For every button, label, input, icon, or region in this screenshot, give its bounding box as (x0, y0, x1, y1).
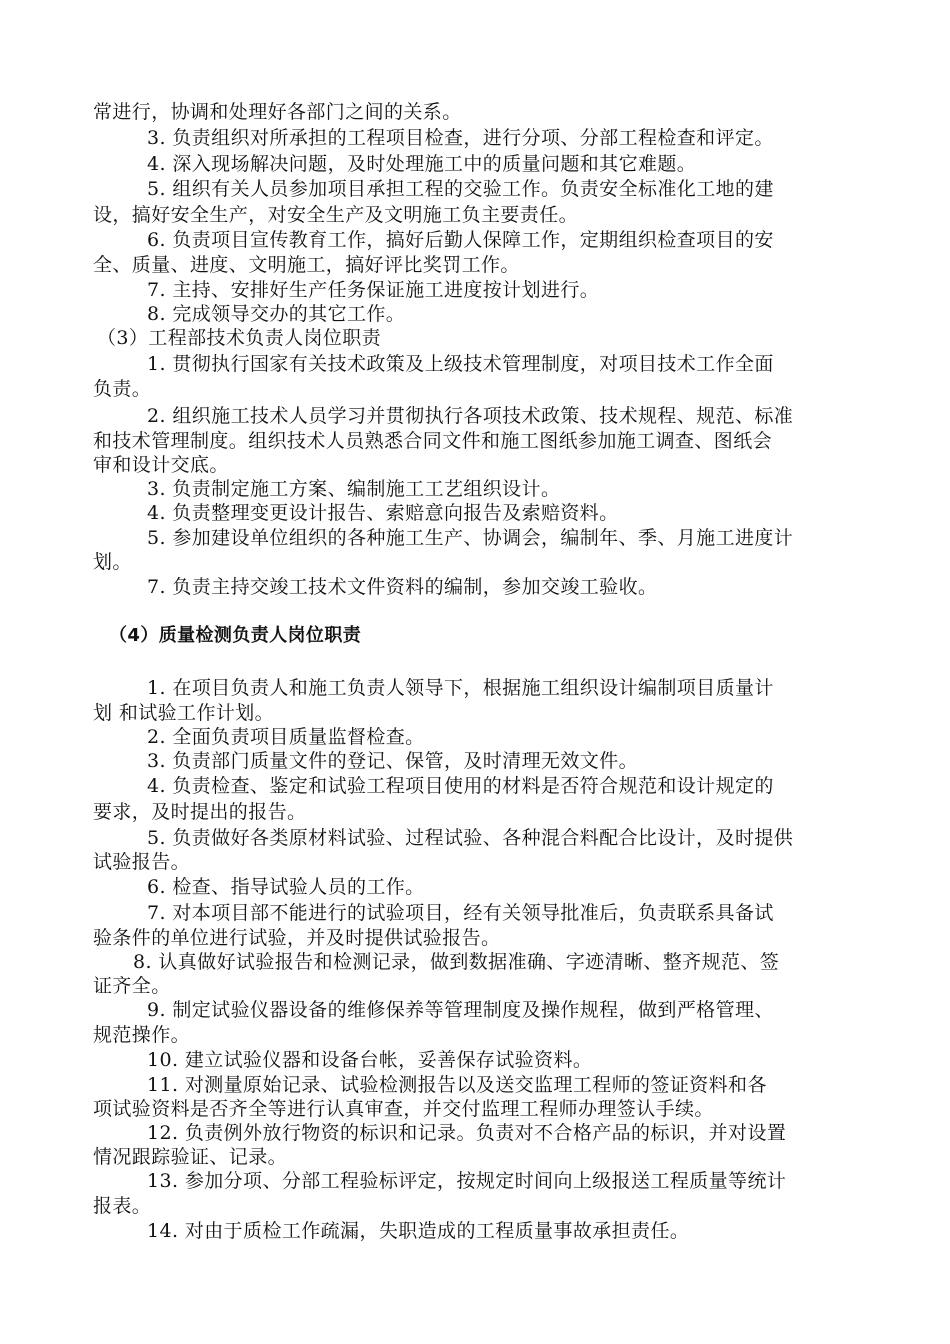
text-line: 3. 负责组织对所承担的工程项目检查，进行分项、分部工程检查和评定。 (147, 127, 774, 149)
text-line: 10. 建立试验仪器和设备台帐，妥善保存试验资料。 (147, 1049, 593, 1071)
section-heading: （4）质量检测负责人岗位职责 (109, 625, 362, 646)
text-line: 12. 负责例外放行物资的标识和记录。负责对不合格产品的标识，并对设置 (147, 1122, 787, 1144)
text-line: 4. 负责检查、鉴定和试验工程项目使用的材料是否符合规范和设计规定的 (147, 775, 774, 797)
text-line: 审和设计交底。 (93, 454, 229, 476)
text-line: 11. 对测量原始记录、试验检测报告以及送交监理工程师的签证资料和各 (147, 1074, 767, 1096)
text-line: 全、质量、进度、文明施工，搞好评比奖罚工作。 (93, 254, 520, 276)
text-line: 划 和试验工作计划。 (93, 702, 275, 724)
text-line: 证齐全。 (93, 975, 171, 997)
text-line: 验条件的单位进行试验，并及时提供试验报告。 (93, 927, 501, 949)
text-line: 2. 组织施工技术人员学习并贯彻执行各项技术政策、技术规程、规范、标准 (147, 405, 794, 427)
text-line: 3. 负责制定施工方案、编制施工工艺组织设计。 (147, 478, 561, 500)
text-line: 设，搞好安全生产，对安全生产及文明施工负主要责任。 (93, 204, 579, 226)
text-line: 规范操作。 (93, 1024, 191, 1046)
text-line: 5. 负责做好各类原材料试验、过程试验、各种混合料配合比设计，及时提供 (147, 827, 794, 849)
text-line: 划。 (93, 551, 132, 573)
text-line: 13. 参加分项、分部工程验标评定，按规定时间向上级报送工程质量等统计 (147, 1170, 787, 1192)
text-line: 8. 完成领导交办的其它工作。 (147, 303, 406, 325)
text-line: 要求，及时提出的报告。 (93, 801, 307, 823)
text-line: 1. 在项目负责人和施工负责人领导下，根据施工组织设计编制项目质量计 (147, 677, 774, 699)
text-line: 14. 对由于质检工作疏漏，失职造成的工程质量事故承担责任。 (147, 1220, 690, 1242)
text-line: 6. 负责项目宣传教育工作，搞好后勤人保障工作，定期组织检查项目的安 (147, 229, 774, 251)
text-line: 负责。 (93, 378, 152, 400)
text-line: 3. 负责部门质量文件的登记、保管，及时清理无效文件。 (147, 750, 638, 772)
text-line: 7. 主持、安排好生产任务保证施工进度按计划进行。 (147, 279, 600, 301)
text-line: 7. 对本项目部不能进行的试验项目，经有关领导批准后，负责联系具备试 (147, 902, 774, 924)
text-line: 试验报告。 (93, 851, 191, 873)
text-line: 和技术管理制度。组织技术人员熟悉合同文件和施工图纸参加施工调查、图纸会 (93, 430, 773, 452)
text-line: 报表。 (93, 1195, 152, 1217)
text-line: 常进行，协调和处理好各部门之间的关系。 (93, 101, 462, 123)
text-line: 8. 认真做好试验报告和检测记录，做到数据准确、字迹清晰、整齐规范、签 (133, 951, 780, 973)
text-line: 5. 组织有关人员参加项目承担工程的交验工作。负责安全标准化工地的建 (147, 178, 774, 200)
text-line: 4. 负责整理变更设计报告、索赔意向报告及索赔资料。 (147, 502, 619, 524)
text-line: 情况跟踪验证、记录。 (93, 1146, 288, 1168)
text-line: 1. 贯彻执行国家有关技术政策及上级技术管理制度，对项目技术工作全面 (147, 353, 774, 375)
text-line: 5. 参加建设单位组织的各种施工生产、协调会，编制年、季、月施工进度计 (147, 527, 794, 549)
text-line: 7. 负责主持交竣工技术文件资料的编制，参加交竣工验收。 (147, 576, 658, 598)
section-heading: （3）工程部技术负责人岗位职责 (97, 327, 382, 349)
text-line: 6. 检查、指导试验人员的工作。 (147, 876, 425, 898)
text-line: 2. 全面负责项目质量监督检查。 (147, 726, 425, 748)
text-line: 9. 制定试验仪器设备的维修保养等管理制度及操作规程，做到严格管理、 (147, 999, 774, 1021)
text-line: 项试验资料是否齐全等进行认真审查，并交付监理工程师办理签认手续。 (93, 1098, 714, 1120)
text-line: 4. 深入现场解决问题，及时处理施工中的质量问题和其它难题。 (147, 153, 697, 175)
